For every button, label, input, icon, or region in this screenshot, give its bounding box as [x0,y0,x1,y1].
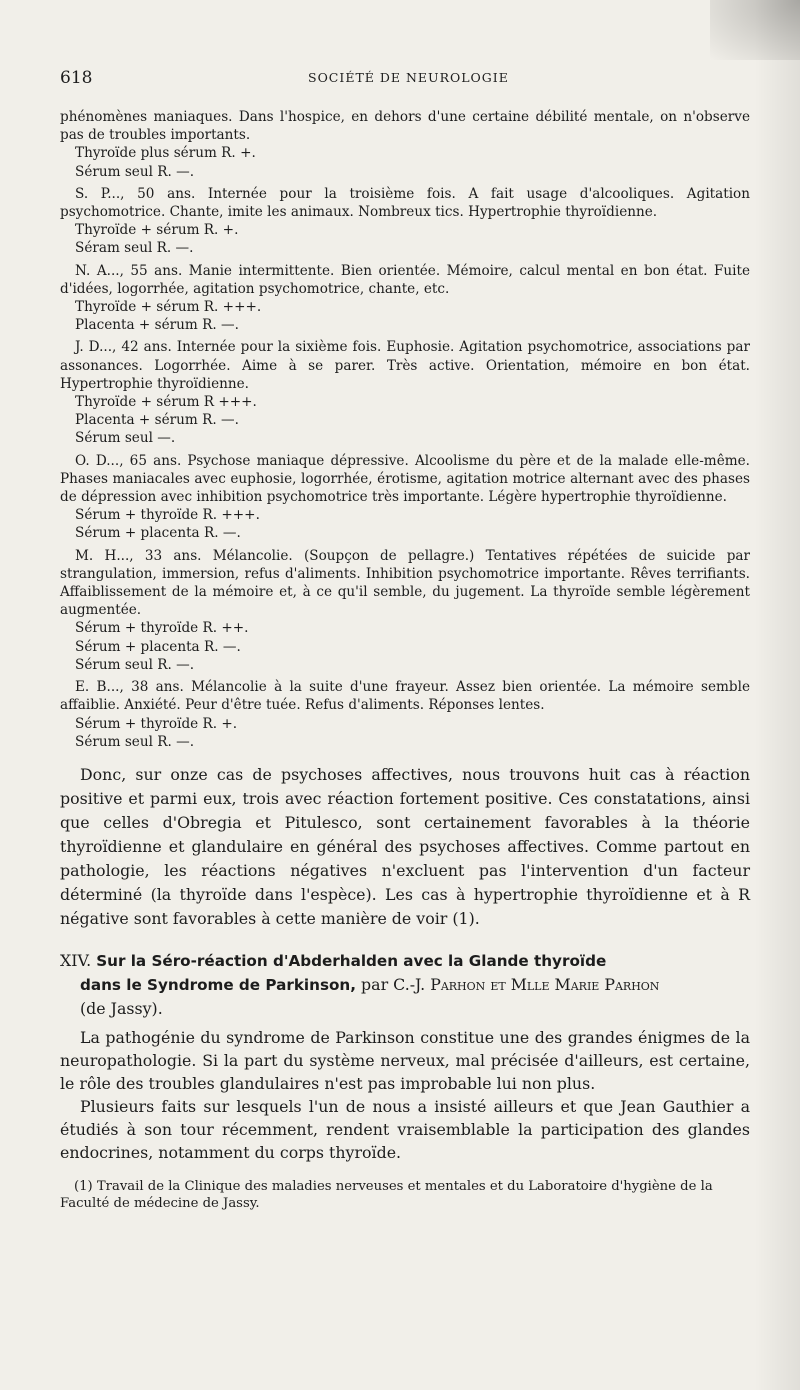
case-description: E. B..., 38 ans. Mélancolie à la suite d'une frayeur. Assez bien orientée. La mémoire semble affaiblie. Anxiété. Peur d'être tuée. Refus d'aliments. Réponses lentes. [60,679,750,714]
case-result: Sérum + placenta R. —. [75,638,241,655]
case-result: Placenta + sérum R. —. [75,317,239,334]
case-result: Sérum seul —. [75,430,176,447]
case-result: Sérum + thyroïde R. +. [75,715,238,732]
case-description: N. A..., 55 ans. Manie intermittente. Bien orientée. Mémoire, calcul mental en bon état. Fuite d'idées, logorrhée, agitation psychomotrice, chante, etc. [60,262,750,297]
case-result: Séram seul R. —. [75,240,194,257]
case-result: Sérum + thyroïde R. ++. [75,620,249,637]
case-entry [60,678,750,751]
case-description: J. D..., 42 ans. Internée pour la sixième fois. Euphosie. Agitation psychomotrice, associations par assonances. Logorrhée. Aime à se parer. Très active. Orientation, mémoire en bon état. Hypertrophie thyroïdienne. [60,339,750,392]
case-result: Thyroïde + sérum R. +++. [75,299,262,316]
case-description: phénomènes maniaques. Dans l'hospice, en dehors d'une certaine débilité mentale, on n'observe pas de troubles importants. [60,109,750,144]
page-edge-shadow [754,0,800,1390]
case-entry [60,547,750,674]
case-description: M. H..., 33 ans. Mélancolie. (Soupçon de pellagre.) Tentatives répétées de suicide par strangulation, immersion, refus d'aliments. Inhibition psychomotrice importante. Rêves terrifiants. Affaiblissement de la mémoire et, à ce qu'il semble, du jugement. La thyroïde semble légèrement augmentée. [60,547,750,619]
case-entry [60,452,750,543]
section-title: Sur la Séro-réaction d'Abderhalden avec la Glande thyroïde [96,951,607,970]
authors-prefix: par [361,974,389,994]
case-result: Sérum seul R. —. [75,656,195,673]
section-title-cont: dans le Syndrome de Parkinson, [80,975,357,994]
case-result: Sérum + thyroïde R. +++. [75,507,260,524]
case-result: Sérum seul R. —. [75,733,195,750]
page-header [60,64,750,94]
section-heading [60,949,750,1020]
body-paragraph: La pathogénie du syndrome de Parkinson constitue une des grandes énigmes de la neuropathologie. Si la part du système nerveux, mal précisée d'ailleurs, est certaine, le rôle des troubles glandulaires n'est pas improbable lui non plus. [60,1027,750,1093]
case-result: Placenta + sérum R. —. [75,412,239,429]
case-entry [60,185,750,258]
case-result: Thyroïde + sérum R. +. [75,222,239,239]
case-result: Thyroïde plus sérum R. +. [75,145,256,162]
page [60,64,750,1212]
corner-stain [710,0,800,60]
authors: C.-J. Parhon et Mlle Marie Parhon [393,974,660,994]
section-location: (de Jassy). [80,998,163,1018]
case-description: O. D..., 65 ans. Psychose maniaque dépressive. Alcoolisme du père et de la malade elle-même. Phases maniacales avec euphosie, logorrhée, érotisme, agitation motrice alternant avec des phases de dépression avec inhibition psychomotrice très importante. Légère hypertrophie thyroïdienne. [60,452,750,506]
page-number: 618 [60,68,93,88]
section-number: XIV. [60,950,92,970]
case-result: Sérum seul R. —. [75,163,195,180]
conclusion [60,763,750,931]
body-paragraph: Plusieurs faits sur lesquels l'un de nous a insisté ailleurs et que Jean Gauthier a étudiés à son tour récemment, rendent vraisemblable la participation des glandes endocrines, notamment du corps thyroïde. [60,1096,750,1162]
case-result: Thyroïde + sérum R +++. [75,394,257,411]
conclusion-paragraph: Donc, sur onze cas de psychoses affectives, nous trouvons huit cas à réaction positive et parmi eux, trois avec réaction fortement positive. Ces constatations, ainsi que celles d'Obregia et Pitulesco, sont certainement favorables à la théorie thyroïdienne et glandulaire en général des psychoses affectives. Comme partout en pathologie, les réactions négatives n'excluent pas l'intervention d'un facteur déterminé (la thyroïde dans l'espèce). Les cas à hypertrophie thyroïdienne et à R négative sont favorables à cette manière de voir (1). [60,764,750,928]
running-title: SOCIÉTÉ DE NEUROLOGIE [308,70,509,85]
section-body [60,1026,750,1164]
case-list [60,108,750,751]
section-title-line [60,973,750,997]
case-entry [60,262,750,335]
case-entry [60,338,750,447]
footnote: (1) Travail de la Clinique des maladies nerveuses et mentales et du Laboratoire d'hygiène de la Faculté de médecine de Jassy. [60,1178,713,1211]
case-description: S. P..., 50 ans. Internée pour la troisième fois. A fait usage d'alcooliques. Agitation psychomotrice. Chante, imite les animaux. Nombreux tics. Hypertrophie thyroïdienne. [60,185,750,221]
case-entry [60,108,750,181]
section-title-line [60,949,750,973]
case-result: Sérum + placenta R. —. [75,525,241,542]
